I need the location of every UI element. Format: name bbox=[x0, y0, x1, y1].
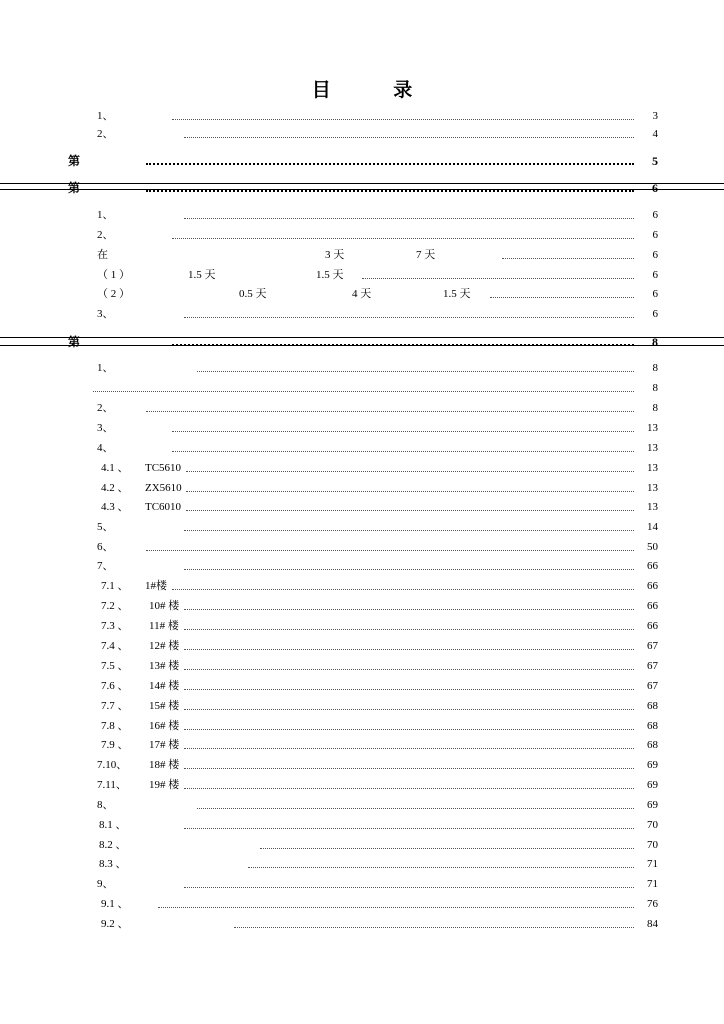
entry-text: 4 天 bbox=[352, 288, 372, 300]
leader-dots bbox=[184, 669, 634, 670]
entry-number: 在 bbox=[97, 249, 108, 261]
leader-dots bbox=[172, 119, 634, 120]
page-number: 68 bbox=[647, 700, 658, 712]
entry-number: 9.1 、 bbox=[101, 898, 129, 910]
page-number: 76 bbox=[647, 898, 658, 910]
toc-entry bbox=[0, 441, 724, 455]
leader-dots bbox=[184, 729, 634, 730]
entry-text: 7 天 bbox=[416, 249, 436, 261]
leader-dots bbox=[184, 317, 634, 318]
page-number: 69 bbox=[647, 759, 658, 771]
entry-number: 3、 bbox=[97, 308, 114, 320]
leader-dots bbox=[172, 238, 634, 239]
entry-number: 8.2 、 bbox=[99, 839, 127, 851]
leader-dots bbox=[184, 218, 634, 219]
entry-number: 2、 bbox=[97, 128, 114, 140]
leader-dots bbox=[184, 788, 634, 789]
leader-dots bbox=[146, 550, 634, 551]
leader-dots bbox=[186, 471, 634, 472]
leader-dots bbox=[502, 258, 634, 259]
toc-entry bbox=[0, 287, 724, 301]
leader-dots bbox=[197, 808, 634, 809]
entry-number: 4、 bbox=[97, 442, 114, 454]
entry-number: （ 2 ） bbox=[97, 288, 130, 300]
entry-text: 1.5 天 bbox=[188, 269, 216, 281]
page-number: 71 bbox=[647, 878, 658, 890]
page-number: 6 bbox=[652, 269, 658, 281]
leader-dots bbox=[186, 510, 634, 511]
toc-entry bbox=[0, 520, 724, 534]
toc-entry bbox=[0, 461, 724, 475]
page-number: 70 bbox=[647, 839, 658, 851]
entry-label: 15# 楼 bbox=[149, 700, 180, 712]
entry-number: 7.9 、 bbox=[101, 739, 129, 751]
entry-number: 8.1 、 bbox=[99, 819, 127, 831]
page-number: 3 bbox=[652, 110, 658, 122]
leader-dots bbox=[184, 530, 634, 531]
page-number: 84 bbox=[647, 918, 658, 930]
entry-label: ZX5610 bbox=[145, 482, 182, 494]
page-number: 6 bbox=[652, 249, 658, 261]
leader-dots bbox=[184, 828, 634, 829]
page-number: 6 bbox=[652, 288, 658, 300]
page-number: 66 bbox=[647, 620, 658, 632]
entry-text: 0.5 天 bbox=[239, 288, 267, 300]
toc-entry bbox=[0, 109, 724, 123]
leader-dots bbox=[158, 907, 634, 908]
leader-dots bbox=[184, 748, 634, 749]
leader-dots bbox=[184, 689, 634, 690]
entry-label: TC5610 bbox=[145, 462, 182, 474]
page-number: 67 bbox=[647, 680, 658, 692]
page-number: 67 bbox=[647, 640, 658, 652]
toc-entry bbox=[0, 719, 724, 733]
page-number: 13 bbox=[647, 422, 658, 434]
toc-entry bbox=[0, 619, 724, 633]
page-number: 13 bbox=[647, 482, 658, 494]
toc-entry bbox=[0, 579, 724, 593]
page-number: 69 bbox=[647, 779, 658, 791]
entry-label: 14# 楼 bbox=[149, 680, 180, 692]
toc-entry bbox=[0, 307, 724, 321]
page-number: 6 bbox=[652, 181, 658, 195]
leader-dots bbox=[184, 629, 634, 630]
toc-entry bbox=[0, 127, 724, 141]
toc-entry bbox=[0, 917, 724, 931]
page-number: 8 bbox=[652, 362, 658, 374]
page-number: 68 bbox=[647, 720, 658, 732]
leader-dots bbox=[248, 867, 634, 868]
leader-dots bbox=[490, 297, 634, 298]
entry-number: 6、 bbox=[97, 541, 114, 553]
entry-text: 3 天 bbox=[325, 249, 345, 261]
entry-text: 1.5 天 bbox=[316, 269, 344, 281]
entry-label: 11# 楼 bbox=[149, 620, 179, 632]
entry-number: 1、 bbox=[97, 209, 114, 221]
leader-dots bbox=[362, 278, 634, 279]
toc-entry bbox=[0, 401, 724, 415]
leader-dots bbox=[172, 451, 634, 452]
toc-entry bbox=[0, 639, 724, 653]
leader-dots bbox=[184, 768, 634, 769]
entry-number: 7、 bbox=[97, 560, 114, 572]
entry-number: 3、 bbox=[97, 422, 114, 434]
toc-entry bbox=[0, 798, 724, 812]
entry-label: 19# 楼 bbox=[149, 779, 180, 791]
leader-dots bbox=[186, 491, 634, 492]
entry-number: 7.1 、 bbox=[101, 580, 129, 592]
entry-label: 12# 楼 bbox=[149, 640, 180, 652]
leader-dots bbox=[172, 344, 634, 346]
toc-entry bbox=[0, 897, 724, 911]
toc-entry bbox=[0, 500, 724, 514]
leader-dots bbox=[93, 391, 634, 392]
entry-number: 4.3 、 bbox=[101, 501, 129, 513]
toc-entry bbox=[0, 228, 724, 242]
leader-dots bbox=[184, 609, 634, 610]
entry-number: 1、 bbox=[97, 110, 114, 122]
page-number: 71 bbox=[647, 858, 658, 870]
toc-entry bbox=[0, 818, 724, 832]
page-number: 8 bbox=[652, 382, 658, 394]
entry-number: 4.2 、 bbox=[101, 482, 129, 494]
leader-dots bbox=[146, 411, 634, 412]
entry-label: 10# 楼 bbox=[149, 600, 180, 612]
entry-label: 1#楼 bbox=[145, 580, 167, 592]
page-number: 66 bbox=[647, 560, 658, 572]
leader-dots bbox=[184, 649, 634, 650]
leader-dots bbox=[172, 589, 634, 590]
leader-dots bbox=[184, 569, 634, 570]
leader-dots bbox=[260, 848, 634, 849]
page-number: 13 bbox=[647, 462, 658, 474]
page-number: 13 bbox=[647, 442, 658, 454]
entry-label: 17# 楼 bbox=[149, 739, 180, 751]
entry-label: 18# 楼 bbox=[149, 759, 180, 771]
entry-number: 7.7 、 bbox=[101, 700, 129, 712]
page-number: 6 bbox=[652, 229, 658, 241]
entry-number: 第 bbox=[68, 335, 81, 349]
page-number: 13 bbox=[647, 501, 658, 513]
toc-entry bbox=[0, 248, 724, 262]
toc-entry bbox=[0, 877, 724, 891]
toc-entry bbox=[0, 699, 724, 713]
entry-text: 1.5 天 bbox=[443, 288, 471, 300]
entry-number: 7.11、 bbox=[97, 779, 127, 791]
entry-number: 7.4 、 bbox=[101, 640, 129, 652]
page-number: 14 bbox=[647, 521, 658, 533]
page-number: 66 bbox=[647, 600, 658, 612]
entry-label: TC6010 bbox=[145, 501, 182, 513]
leader-dots bbox=[184, 709, 634, 710]
entry-number: 5、 bbox=[97, 521, 114, 533]
entry-number: 9.2 、 bbox=[101, 918, 129, 930]
toc-entry bbox=[0, 778, 724, 792]
leader-dots bbox=[146, 163, 634, 165]
toc-entry bbox=[0, 540, 724, 554]
toc-entry bbox=[0, 335, 724, 349]
page-number: 8 bbox=[652, 402, 658, 414]
toc-entry bbox=[0, 381, 724, 395]
toc-entry bbox=[0, 559, 724, 573]
entry-number: 第 bbox=[68, 154, 81, 168]
toc-entry bbox=[0, 738, 724, 752]
leader-dots bbox=[172, 431, 634, 432]
entry-number: （ 1 ） bbox=[97, 269, 130, 281]
toc-entry bbox=[0, 181, 724, 195]
page-number: 69 bbox=[647, 799, 658, 811]
toc-entry bbox=[0, 857, 724, 871]
page-number: 68 bbox=[647, 739, 658, 751]
toc-entry bbox=[0, 208, 724, 222]
entry-number: 第 bbox=[68, 181, 81, 195]
entry-label: 13# 楼 bbox=[149, 660, 180, 672]
entry-number: 2、 bbox=[97, 229, 114, 241]
entry-number: 7.10、 bbox=[97, 759, 128, 771]
toc-title: 目 录 bbox=[311, 79, 441, 101]
entry-number: 1、 bbox=[97, 362, 114, 374]
page-number: 50 bbox=[647, 541, 658, 553]
entry-number: 8.3 、 bbox=[99, 858, 127, 870]
page-number: 4 bbox=[652, 128, 658, 140]
leader-dots bbox=[234, 927, 634, 928]
entry-number: 7.5 、 bbox=[101, 660, 129, 672]
page-number: 5 bbox=[652, 154, 658, 168]
toc-entry bbox=[0, 481, 724, 495]
leader-dots bbox=[184, 887, 634, 888]
page-number: 8 bbox=[652, 335, 658, 349]
toc-entry bbox=[0, 421, 724, 435]
entry-number: 2、 bbox=[97, 402, 114, 414]
toc-entry bbox=[0, 361, 724, 375]
page-number: 70 bbox=[647, 819, 658, 831]
toc-entry bbox=[0, 154, 724, 168]
entry-number: 9、 bbox=[97, 878, 114, 890]
toc-entry bbox=[0, 659, 724, 673]
entry-number: 4.1 、 bbox=[101, 462, 129, 474]
toc-entry bbox=[0, 679, 724, 693]
page-number: 66 bbox=[647, 580, 658, 592]
entry-number: 7.2 、 bbox=[101, 600, 129, 612]
toc-entry bbox=[0, 268, 724, 282]
entry-number: 7.3 、 bbox=[101, 620, 129, 632]
leader-dots bbox=[197, 371, 634, 372]
page-number: 6 bbox=[652, 209, 658, 221]
toc-entry bbox=[0, 838, 724, 852]
leader-dots bbox=[184, 137, 634, 138]
page-number: 67 bbox=[647, 660, 658, 672]
leader-dots bbox=[146, 190, 634, 192]
entry-number: 8、 bbox=[97, 799, 114, 811]
page-number: 6 bbox=[652, 308, 658, 320]
entry-number: 7.6 、 bbox=[101, 680, 129, 692]
entry-label: 16# 楼 bbox=[149, 720, 180, 732]
toc-entry bbox=[0, 599, 724, 613]
entry-number: 7.8 、 bbox=[101, 720, 129, 732]
toc-entry bbox=[0, 758, 724, 772]
